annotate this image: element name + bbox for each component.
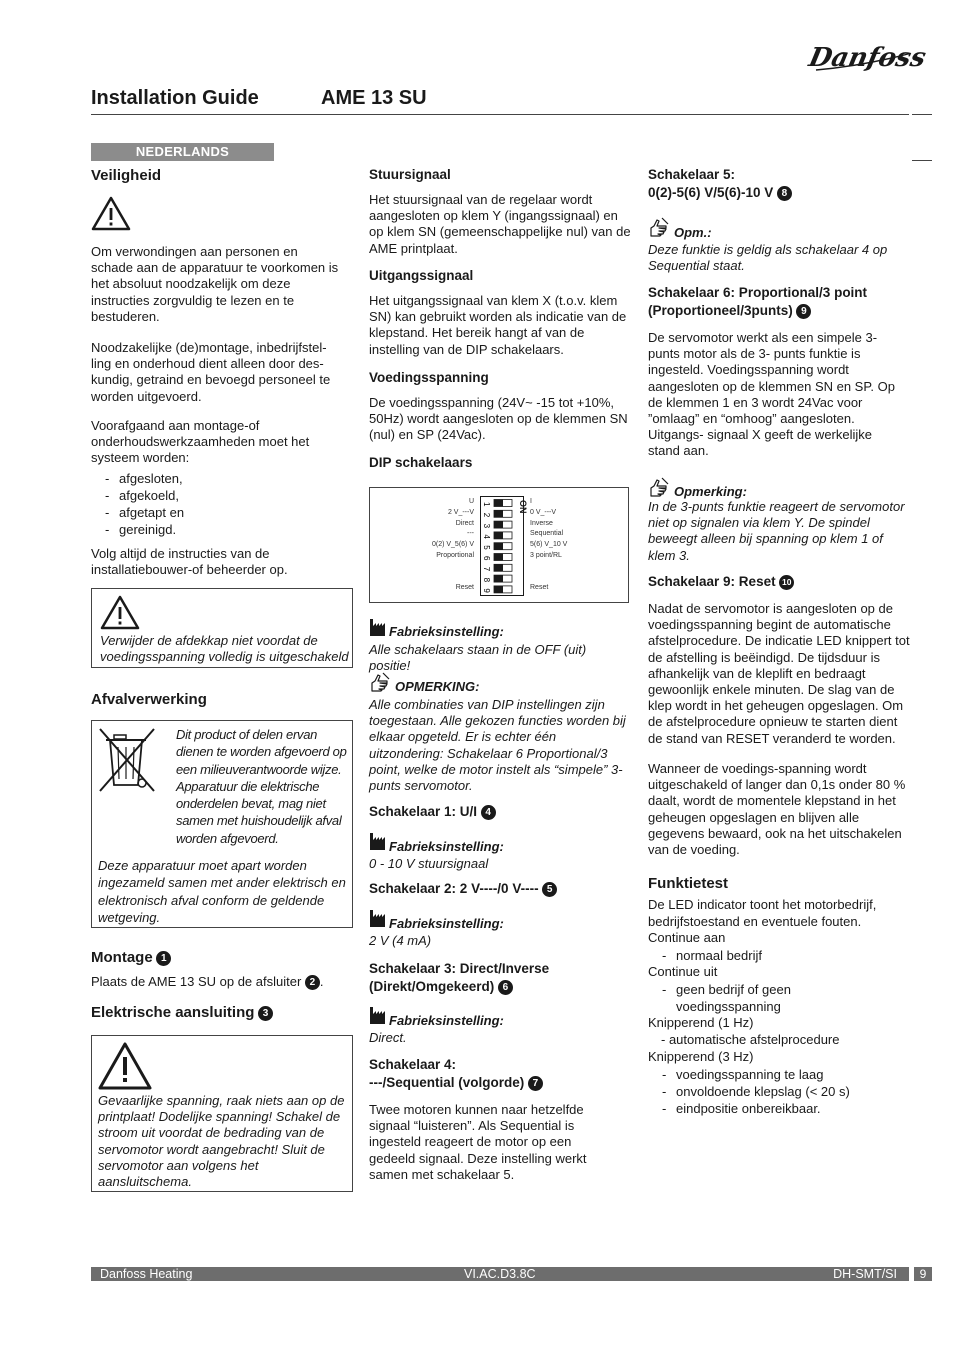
note-text: Alle combinaties van DIP instellingen zijn toegestaan. Alle gekozen functies worden bij elkaar opgeteld. Er is echter één uitzondering: Schakelaar 6 Proportional/3 point, welke de motor instelt als “simpele” 3-punts servomotor. (369, 697, 626, 794)
safety-list (91, 470, 353, 538)
footer-bar (91, 1267, 909, 1281)
factory-setting-label: Fabrieksinstelling: (389, 916, 504, 931)
list-item: - geen bedrijf of geen voedingsspanning (648, 981, 828, 1015)
figure-number: 2 (305, 975, 320, 990)
page-title: Installation Guide (91, 87, 259, 109)
dip-number: 3 (482, 523, 491, 529)
switch-5-heading: Schakelaar 5: (648, 167, 736, 182)
dip-label: Proportional (436, 551, 474, 559)
montage-text (91, 974, 353, 990)
dip-label: 0(2) V_5(6) V (431, 541, 474, 549)
switch-3-label: (Direkt/Omgekeerd) (369, 979, 495, 994)
footer-dept: DH-SMT/SI (833, 1267, 897, 1281)
warning-icon (98, 1042, 152, 1090)
factory-setting-label: Fabrieksinstelling: (389, 839, 504, 854)
switch-2-label: Schakelaar 2: 2 V----/0 V---- (369, 881, 539, 896)
factory-setting-label: Fabrieksinstelling: (389, 624, 504, 639)
factory-icon (369, 831, 389, 851)
blink-1hz-label: Knipperend (1 Hz) (648, 1015, 754, 1030)
switch-1-label: Schakelaar 1: U/I (369, 804, 478, 819)
waste-text-2: Deze apparatuur moet apart worden ingezameld samen met ander elektrisch en elektronisch afval conform de geldende wetgeving. (98, 858, 346, 925)
switch-9-text-2: Wanneer de voedings-spanning wordt uitgeschakeld of langer dan 0,1s onder 80 % daalt, wordt de momentele klepstand in het geheugen opgeslagen en blijven alle gegevens bewaard, ook na het uitschakelen van de voeding. (648, 761, 906, 858)
factory-setting-label: Fabrieksinstelling: (389, 1013, 504, 1028)
dip-label (400, 573, 474, 584)
safety-paragraph-3: Voorafgaand aan montage-of onderhoudswerkzaamheden moet het systeem worden: (91, 418, 310, 466)
factory-icon (369, 908, 389, 928)
electrical-heading (91, 1005, 353, 1021)
list-item: - onvoldoende klepslag (< 20 s) (648, 1083, 910, 1100)
figure-number: 6 (498, 980, 513, 995)
dip-switch-diagram (369, 487, 629, 603)
dip-number: 1 (482, 502, 491, 507)
dip-knob (494, 586, 503, 593)
dip-label: Reset (455, 584, 474, 592)
montage-heading (91, 950, 353, 966)
hand-note-icon (369, 671, 391, 693)
crossed-bin-icon (98, 727, 156, 793)
dip-label (530, 562, 610, 573)
dip-knob (494, 543, 503, 550)
list-item: - gereinigd. (91, 521, 353, 538)
switch-5-label: 0(2)-5(6) V/5(6)-10 V (648, 185, 774, 200)
electrical-heading-label: Elektrische aansluiting (91, 1004, 255, 1021)
dip-label: 3 point/RL (530, 551, 562, 559)
dip-label: Inverse (530, 519, 553, 527)
figure-number: 4 (481, 805, 496, 820)
dip-number: 4 (482, 534, 491, 539)
dip-label: Direct (455, 519, 474, 527)
continuous-on-list (648, 947, 910, 964)
note-label: Opmerking: (674, 484, 747, 499)
control-signal-heading: Stuursignaal (369, 167, 451, 182)
side-mark (912, 160, 932, 161)
dip-left-labels (400, 497, 474, 594)
switch-5-heading-line2 (648, 185, 910, 201)
dip-knob (494, 500, 503, 507)
warning-text: Gevaarlijke spanning, raak niets aan op de printplaat! Dodelijke spanning! Schakel de stroom uit voordat de bedrading van de servomotor wordt aangebracht! Sluit de servomotor aan volgens het aansluitschema. (98, 1093, 345, 1190)
dip-label: 5(6) V_10 V (530, 541, 568, 549)
switch-9-label: Schakelaar 9: Reset (648, 574, 776, 589)
dip-switch-block (480, 496, 528, 596)
safety-heading: Veiligheid (91, 167, 162, 184)
svg-text:Danfoss: Danfoss (806, 42, 929, 73)
note-label: Opm.: (674, 225, 712, 240)
note-text: Deze funktie is geldig als schakelaar 4 op Sequential staat. (648, 242, 888, 274)
factory-setting-text: Alle schakelaars staan in de OFF (uit) positie! (369, 642, 587, 674)
dip-on-label: ON (518, 500, 528, 514)
dip-knob (494, 564, 503, 571)
list-item: - afgesloten, (91, 470, 353, 487)
dip-label: Reset (530, 584, 549, 592)
switch-4-text: Twee motoren kunnen naar hetzelfde signaal “luisteren”. Als Sequential is ingesteld reageert de motor op een gedeeld signaal. Deze instelling werkt samen met schakelaar 5. (369, 1102, 587, 1182)
dip-label: U (468, 498, 474, 505)
switch-6-text: De servomotor werkt als een simpele 3-punts motor als de 3- punts funktie is ingesteld. Voedingsspanning wordt aangesloten op de klemmen SN en SP. Op de klemmen 1 en 3 wordt 24Vac voor ”omlaag” en “omhoog” aangesloten. Uitgangs- signaal X geeft de werkelijke stand aan. (648, 330, 895, 459)
side-mark (912, 114, 932, 115)
dip-right-labels (530, 497, 610, 594)
blink-3hz-list (648, 1066, 910, 1117)
output-signal-text: Het uitgangssignaal van klem X (t.o.v. klem SN) kan gebruikt worden als indicatie van de klepstand. Het bereik hangt af van de instelling van de DIP schakelaars. (369, 293, 627, 357)
dip-label: 2 V_---V (447, 508, 474, 516)
dip-label: I (530, 498, 532, 505)
switch-2-heading (369, 881, 631, 897)
montage-heading-label: Montage (91, 949, 153, 966)
dip-label: --- (467, 530, 474, 538)
dip-number: 8 (482, 577, 491, 583)
waste-box (91, 720, 353, 928)
waste-text-1: Dit product of delen ervan dienen te worden afgevoerd op een milieuverantwoorde wijze. Apparatuur die elektrische onderdelen bevat, mag niet samen met huishoudelijk afval worden afgevoerd. (176, 727, 347, 846)
factory-icon (369, 617, 389, 637)
switch-6-label: (Proportioneel/3punts) (648, 303, 793, 318)
page-number: 9 (914, 1267, 932, 1281)
switch-6-heading: Schakelaar 6: Proportional/3 point (648, 285, 868, 300)
period: . (319, 974, 324, 989)
list-item: - eindpositie onbereikbaar. (648, 1100, 910, 1117)
dip-knob (494, 532, 503, 539)
note-text: In de 3-punts funktie reageert de servomotor niet op signalen via klem Y. De spindel beweegt alleen bij spanning op klem 1 of klem 3. (648, 499, 905, 563)
figure-number: 3 (258, 1006, 273, 1021)
figure-number: 9 (796, 304, 811, 319)
output-signal-heading: Uitgangssignaal (369, 268, 474, 283)
factory-icon (369, 1005, 389, 1025)
safety-paragraph-4: Volg altijd de instructies van de installatiebouwer-of beheerder op. (91, 546, 288, 578)
warning-icon (100, 595, 140, 630)
dip-number: 6 (482, 556, 491, 561)
list-item: - afgekoeld, (91, 487, 353, 504)
dip-label (400, 562, 474, 573)
language-tab: NEDERLANDS (91, 143, 274, 161)
waste-heading: Afvalverwerking (91, 691, 207, 708)
dip-label: Sequential (530, 530, 564, 538)
list-item: - normaal bedrijf (648, 947, 910, 964)
danfoss-logo (806, 36, 929, 76)
header-divider (91, 114, 909, 115)
factory-setting-text: Direct. (369, 1030, 407, 1045)
switch-4-label: ---/Sequential (volgorde) (369, 1075, 525, 1090)
dip-number: 7 (482, 566, 491, 572)
factory-setting-text: 2 V (4 mA) (369, 933, 432, 948)
control-signal-text: Het stuursignaal van de regelaar wordt aangesloten op klem Y (ingangssignaal) en op klem SN (gemeenschappelijke nul) van de AME printplaat. (369, 192, 631, 256)
supply-voltage-text: De voedingsspanning (24V~ -15 tot +10%, 50Hz) wordt aangesloten op de klemmen SN (nul) en SP (24Vac). (369, 395, 628, 443)
list-item: - afgetapt en (91, 504, 353, 521)
warning-icon (91, 196, 131, 231)
switch-9-text-1: Nadat de servomotor is aangesloten op de voedingsspanning begint de automatische afstelprocedure. De indicatie LED knippert tot de afstelling is beëindigd. De tijdsduur is afhankelijk van de kleplift en bedraagt gewoonlijk enkele minuten. De slag van de klep wordt in het geheugen opgeslagen. Om de afstelprocedure opnieuw te starten dient de stand van RESET veranderd te worden. (648, 601, 910, 746)
figure-number: 7 (528, 1076, 543, 1091)
dip-number: 5 (482, 545, 491, 550)
switch-1-heading (369, 804, 631, 820)
hand-note-icon (648, 216, 670, 238)
dip-knob (494, 554, 503, 561)
figure-number: 1 (156, 951, 171, 966)
factory-setting-text: 0 - 10 V stuursignaal (369, 856, 489, 871)
dip-heading: DIP schakelaars (369, 455, 473, 470)
warning-box-cover (91, 588, 353, 668)
dip-label (530, 573, 610, 584)
continuous-on-label: Continue aan (648, 930, 726, 945)
blink-1hz-item: - automatische afstelprocedure (661, 1032, 840, 1047)
warning-box-voltage (91, 1035, 353, 1192)
continuous-off-list (648, 981, 828, 1015)
supply-voltage-heading: Voedingsspanning (369, 370, 489, 385)
dip-label: 0 V_---V (530, 508, 557, 516)
warning-text: Verwijder de afdekkap niet voordat de voedingsspanning volledig is uitgeschakeld (100, 633, 349, 665)
switch-4-heading: Schakelaar 4: (369, 1057, 457, 1072)
figure-number: 8 (777, 186, 792, 201)
switch-3-heading: Schakelaar 3: Direct/Inverse (369, 961, 550, 976)
dip-knob (494, 575, 503, 582)
switch-3-heading-line2 (369, 979, 631, 995)
function-test-heading: Funktietest (648, 875, 729, 892)
figure-number: 10 (779, 575, 794, 590)
montage-text-label: Plaats de AME 13 SU op de afsluiter (91, 974, 302, 989)
list-item: - voedingsspanning te laag (648, 1066, 910, 1083)
switch-4-heading-line2 (369, 1075, 631, 1091)
dip-number: 2 (482, 512, 491, 518)
switch-9-heading (648, 574, 910, 590)
dip-knob (494, 521, 503, 528)
function-test-text: De LED indicator toont het motorbedrijf, bedrijfstoestand en eventuele fouten. (648, 897, 877, 929)
figure-number: 5 (542, 882, 557, 897)
continuous-off-label: Continue uit (648, 964, 718, 979)
dip-number: 9 (482, 588, 491, 593)
switch-6-heading-line2 (648, 303, 910, 319)
blink-3hz-label: Knipperend (3 Hz) (648, 1049, 754, 1064)
dip-knob (494, 510, 503, 517)
hand-note-icon (648, 476, 670, 498)
model-name: AME 13 SU (321, 87, 427, 109)
safety-paragraph-2: Noodzakelijke (de)montage, inbedrijfstel-ling en onderhoud dient alleen door des-kundig, getraind en bevoegd personeel te worden uitgevoerd. (91, 340, 331, 404)
footer-company: Danfoss Heating (100, 1267, 193, 1281)
note-label: OPMERKING: (395, 679, 480, 694)
safety-paragraph-1: Om verwondingen aan personen en schade aan de apparatuur te voorkomen is het absoluut noodzakelijk om deze instructies zorgvuldig te lezen en te bestuderen. (91, 244, 339, 324)
footer-code: VI.AC.D3.8C (464, 1267, 536, 1281)
